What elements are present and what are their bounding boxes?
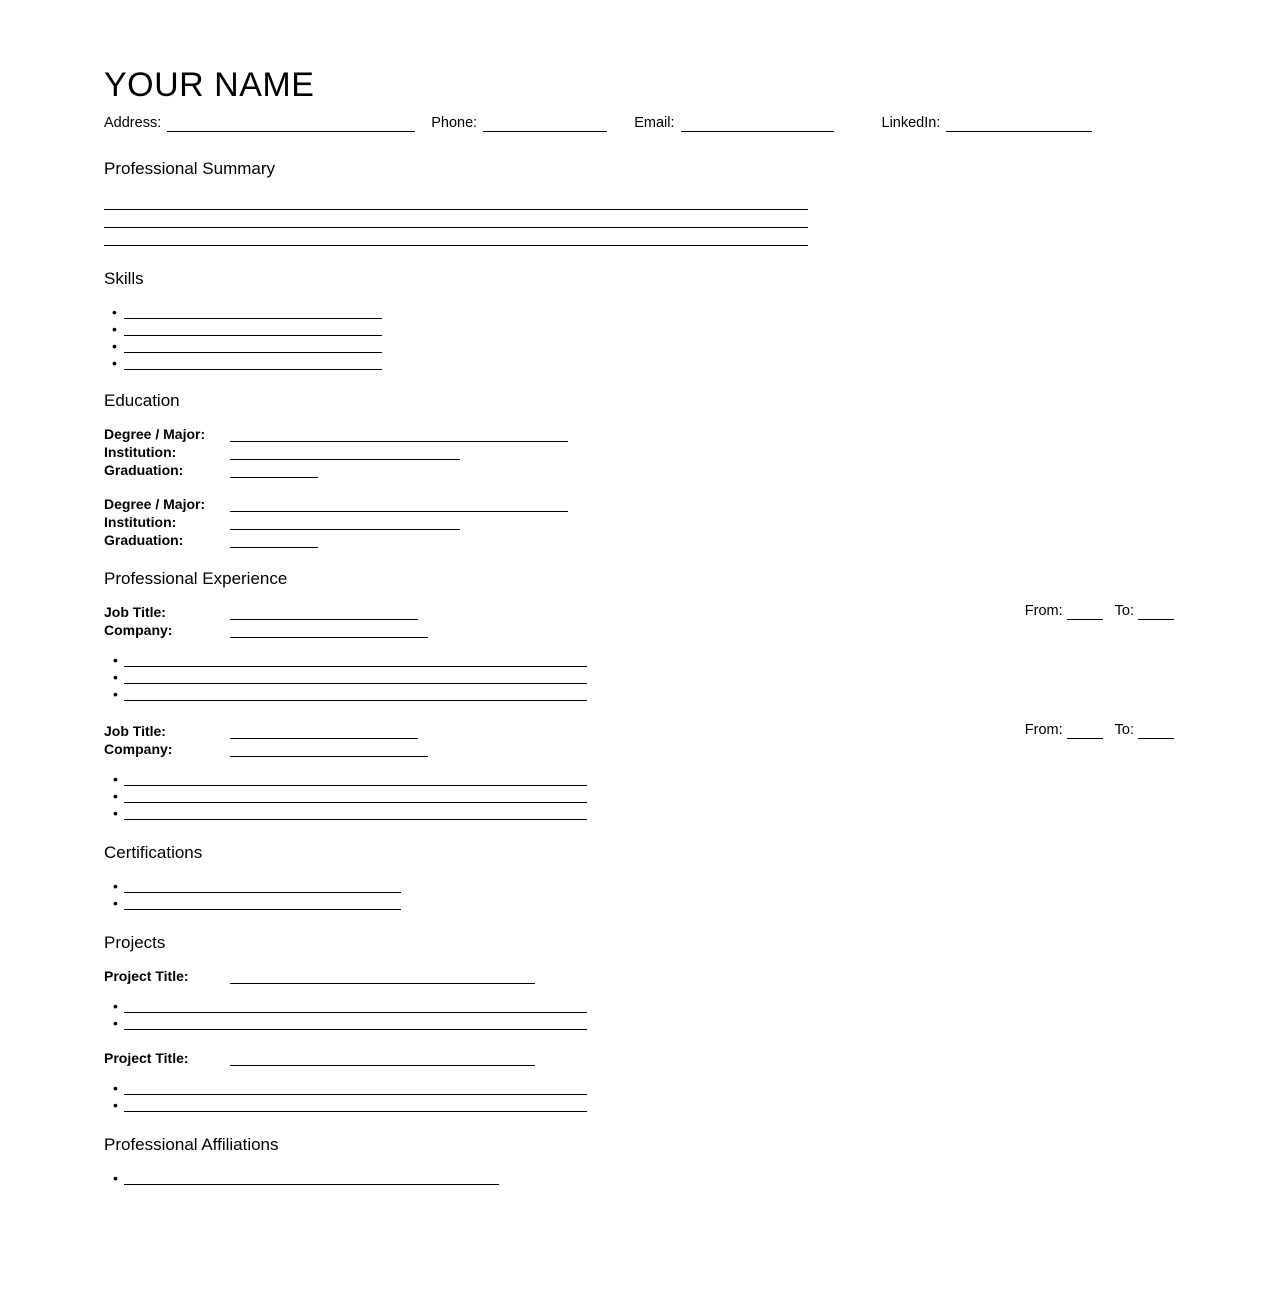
- bullet-icon: [104, 356, 124, 370]
- bullet-icon: [104, 806, 124, 820]
- project-detail-rule[interactable]: [124, 1096, 587, 1112]
- section-title-projects: Projects: [104, 933, 166, 952]
- summary-line[interactable]: [104, 228, 808, 246]
- employment-dates: [1025, 602, 1174, 620]
- experience-bullet-list: [104, 650, 1174, 701]
- company-label: Company:: [104, 741, 173, 757]
- bullet-icon: [104, 1081, 124, 1095]
- section-professional-summary: [104, 158, 1174, 246]
- company-field[interactable]: [104, 739, 1174, 757]
- from-date-input-rule[interactable]: [1067, 724, 1103, 739]
- from-date-input-rule[interactable]: [1067, 605, 1103, 620]
- linkedin-label: LinkedIn:: [881, 115, 941, 131]
- institution-label: Institution:: [104, 514, 177, 530]
- certification-input-rule[interactable]: [124, 894, 401, 910]
- graduation-input-rule[interactable]: [230, 462, 318, 478]
- experience-detail-rule[interactable]: [124, 787, 587, 803]
- graduation-input-rule[interactable]: [230, 532, 318, 548]
- graduation-field[interactable]: [104, 460, 1174, 478]
- list-item[interactable]: [104, 667, 1174, 684]
- list-item[interactable]: [104, 1095, 1174, 1112]
- linkedin-field[interactable]: [882, 114, 1093, 132]
- list-item[interactable]: [104, 786, 1174, 803]
- experience-detail-rule[interactable]: [124, 804, 587, 820]
- bullet-icon: [104, 1171, 124, 1185]
- section-title-skills: Skills: [104, 269, 144, 288]
- summary-writing-lines[interactable]: [104, 192, 1174, 246]
- company-label: Company:: [104, 622, 173, 638]
- section-title-affiliations: Professional Affiliations: [104, 1135, 279, 1154]
- list-item[interactable]: [104, 803, 1174, 820]
- section-title-education: Education: [104, 391, 180, 410]
- project-title-field[interactable]: [104, 966, 1174, 984]
- bullet-icon: [104, 339, 124, 353]
- skill-input-rule[interactable]: [124, 303, 382, 319]
- project-entry: [104, 966, 1174, 1030]
- section-title-summary: Professional Summary: [104, 159, 276, 178]
- experience-entry: [104, 602, 1174, 701]
- project-bullet-list: [104, 996, 1174, 1030]
- bullet-icon: [104, 653, 124, 667]
- project-bullet-list: [104, 1078, 1174, 1112]
- from-label: From:: [1024, 603, 1063, 619]
- institution-input-rule[interactable]: [230, 444, 460, 460]
- bullet-icon: [104, 1016, 124, 1030]
- affiliation-input-rule[interactable]: [124, 1169, 499, 1185]
- job-title-label: Job Title:: [104, 723, 166, 739]
- section-certifications: [104, 842, 1174, 910]
- linkedin-input-rule[interactable]: [946, 117, 1092, 132]
- project-detail-rule[interactable]: [124, 1014, 587, 1030]
- phone-field[interactable]: [431, 114, 607, 132]
- experience-bullet-list: [104, 769, 1174, 820]
- project-detail-rule[interactable]: [124, 1079, 587, 1095]
- to-label: To:: [1114, 722, 1134, 738]
- experience-detail-rule[interactable]: [124, 651, 587, 667]
- project-title-input-rule[interactable]: [230, 1050, 535, 1066]
- company-input-rule[interactable]: [230, 622, 428, 638]
- list-item[interactable]: [104, 893, 1174, 910]
- degree-label: Degree / Major:: [104, 426, 206, 442]
- experience-entry-header: [104, 721, 1174, 757]
- list-item[interactable]: [104, 336, 1174, 353]
- summary-line[interactable]: [104, 192, 808, 210]
- section-title-certifications: Certifications: [104, 843, 203, 862]
- phone-input-rule[interactable]: [483, 117, 607, 132]
- institution-label: Institution:: [104, 444, 177, 460]
- list-item[interactable]: [104, 1168, 1174, 1185]
- list-item[interactable]: [104, 876, 1174, 893]
- skill-input-rule[interactable]: [124, 354, 382, 370]
- experience-entry: [104, 721, 1174, 820]
- degree-input-rule[interactable]: [230, 426, 568, 442]
- list-item[interactable]: [104, 650, 1174, 667]
- to-label: To:: [1114, 603, 1134, 619]
- email-input-rule[interactable]: [681, 117, 834, 132]
- experience-entry-header: [104, 602, 1174, 638]
- bullet-icon: [104, 879, 124, 893]
- bullet-icon: [104, 687, 124, 701]
- list-item[interactable]: [104, 1013, 1174, 1030]
- page-title: YOUR NAME: [104, 66, 315, 104]
- degree-field[interactable]: [104, 424, 1174, 442]
- institution-input-rule[interactable]: [230, 514, 460, 530]
- degree-input-rule[interactable]: [230, 496, 568, 512]
- project-title-label: Project Title:: [104, 1050, 189, 1066]
- email-label: Email:: [634, 115, 675, 131]
- address-input-rule[interactable]: [167, 117, 415, 132]
- list-item[interactable]: [104, 1078, 1174, 1095]
- company-field[interactable]: [104, 620, 1174, 638]
- project-entry: [104, 1048, 1174, 1112]
- skill-input-rule[interactable]: [124, 337, 382, 353]
- employment-dates: [1025, 721, 1174, 739]
- section-professional-experience: [104, 568, 1174, 820]
- address-field[interactable]: [104, 114, 415, 132]
- section-education: [104, 390, 1174, 548]
- list-item[interactable]: [104, 302, 1174, 319]
- experience-detail-rule[interactable]: [124, 770, 587, 786]
- skill-input-rule[interactable]: [124, 320, 382, 336]
- skills-bullet-list: [104, 302, 1174, 370]
- job-title-field[interactable]: [104, 721, 1174, 739]
- list-item[interactable]: [104, 684, 1174, 701]
- bullet-icon: [104, 322, 124, 336]
- resume-sheet: [104, 64, 1174, 1185]
- graduation-label: Graduation:: [104, 532, 184, 548]
- institution-field[interactable]: [104, 442, 1174, 460]
- job-title-input-rule[interactable]: [230, 604, 418, 620]
- list-item[interactable]: [104, 996, 1174, 1013]
- job-title-label: Job Title:: [104, 604, 166, 620]
- section-title-experience: Professional Experience: [104, 569, 288, 588]
- contact-row: [104, 114, 1174, 132]
- section-projects: [104, 932, 1174, 1112]
- list-item[interactable]: [104, 769, 1174, 786]
- project-title-label: Project Title:: [104, 968, 189, 984]
- email-field[interactable]: [634, 114, 833, 132]
- section-professional-affiliations: [104, 1134, 1174, 1185]
- phone-label: Phone:: [431, 115, 478, 131]
- bullet-icon: [104, 789, 124, 803]
- project-title-input-rule[interactable]: [230, 968, 535, 984]
- bullet-icon: [104, 896, 124, 910]
- to-date-input-rule[interactable]: [1138, 605, 1174, 620]
- bullet-icon: [104, 305, 124, 319]
- education-entry: [104, 424, 1174, 478]
- certifications-bullet-list: [104, 876, 1174, 910]
- list-item[interactable]: [104, 319, 1174, 336]
- job-title-field[interactable]: [104, 602, 1174, 620]
- certification-input-rule[interactable]: [124, 877, 401, 893]
- job-title-input-rule[interactable]: [230, 723, 418, 739]
- project-title-field[interactable]: [104, 1048, 1174, 1066]
- section-skills: [104, 268, 1174, 370]
- graduation-field[interactable]: [104, 530, 1174, 548]
- affiliations-bullet-list: [104, 1168, 1174, 1185]
- address-label: Address:: [104, 115, 162, 131]
- from-label: From:: [1024, 722, 1063, 738]
- company-input-rule[interactable]: [230, 741, 428, 757]
- degree-label: Degree / Major:: [104, 496, 206, 512]
- summary-line[interactable]: [104, 210, 808, 228]
- institution-field[interactable]: [104, 512, 1174, 530]
- to-date-input-rule[interactable]: [1138, 724, 1174, 739]
- bullet-icon: [104, 670, 124, 684]
- education-entry: [104, 494, 1174, 548]
- bullet-icon: [104, 999, 124, 1013]
- experience-detail-rule[interactable]: [124, 685, 587, 701]
- list-item[interactable]: [104, 353, 1174, 370]
- graduation-label: Graduation:: [104, 462, 184, 478]
- bullet-icon: [104, 772, 124, 786]
- project-detail-rule[interactable]: [124, 997, 587, 1013]
- experience-detail-rule[interactable]: [124, 668, 587, 684]
- degree-field[interactable]: [104, 494, 1174, 512]
- bullet-icon: [104, 1098, 124, 1112]
